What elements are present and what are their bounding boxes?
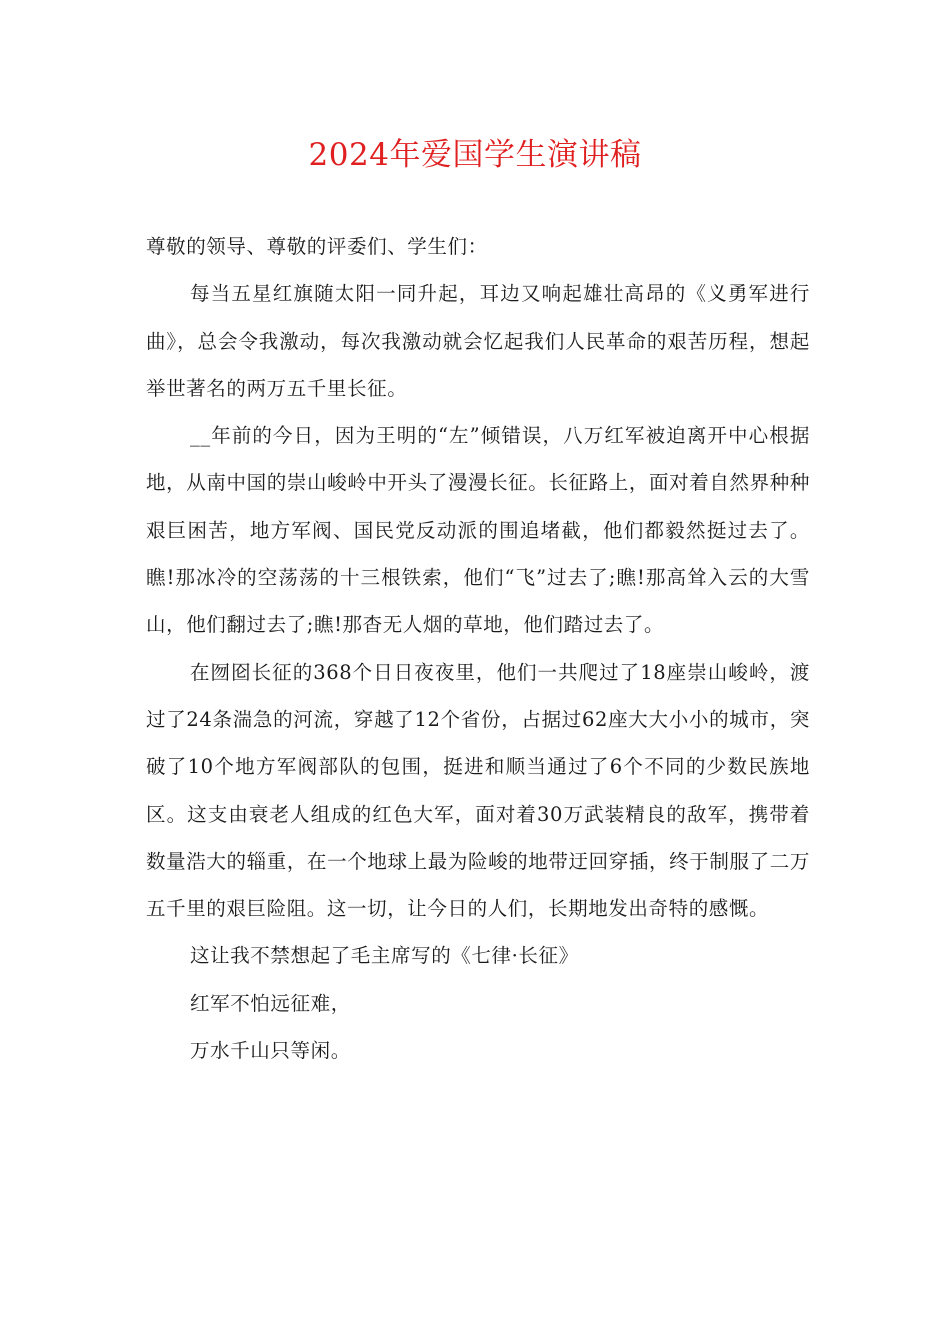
document-body: [146, 223, 810, 1074]
document-title: 2024年爱国学生演讲稿: [308, 137, 642, 173]
poem-line-1: 红军不怕远征难，: [190, 991, 351, 1015]
salutation: 尊敬的领导、尊敬的评委们、学生们：: [146, 235, 488, 258]
paragraph-long-march: __年前的今日，因为王明的“左”倾错误，八万红军被迫离开中心根据地，从南中国的崇山峻岭中开头了漫漫长征。长征路上，面对着自然界种种艰巨困苦，地方军阀、国民党反动派的围追堵截，他们都毅然挺过去了。瞧!那冰冷的空荡荡的十三根铁索，他们“飞”过去了;瞧!那高耸入云的大雪山，他们翻过去了;瞧!那杳无人烟的草地，他们踏过去了。: [146, 424, 810, 637]
paragraph-statistics: 在囫囵长征的368个日日夜夜里，他们一共爬过了18座崇山峻岭，渡过了24条湍急的河流，穿越了12个省份，占据过62座大大小小的城市，突破了10个地方军阀部队的包围，挺进和顺当通过了6个不同的少数民族地区。这支由衰老人组成的红色大军，面对着30万武装精良的敌军，携带着数量浩大的辎重，在一个地球上最为险峻的地带迂回穿插，终于制服了二万五千里的艰巨险阻。这一切，让今日的人们，长期地发出奇特的感慨。: [146, 660, 810, 921]
poem-line-2: 万水千山只等闲。: [190, 1039, 351, 1063]
paragraph-anthem: 每当五星红旗随太阳一同升起，耳边又响起雄壮高昂的《义勇军进行曲》，总会令我激动，每次我激动就会忆起我们人民革命的艰苦历程，想起举世著名的两万五千里长征。: [146, 282, 810, 400]
paragraph-poem-intro: 这让我不禁想起了毛主席写的《七律·长征》: [190, 944, 579, 968]
